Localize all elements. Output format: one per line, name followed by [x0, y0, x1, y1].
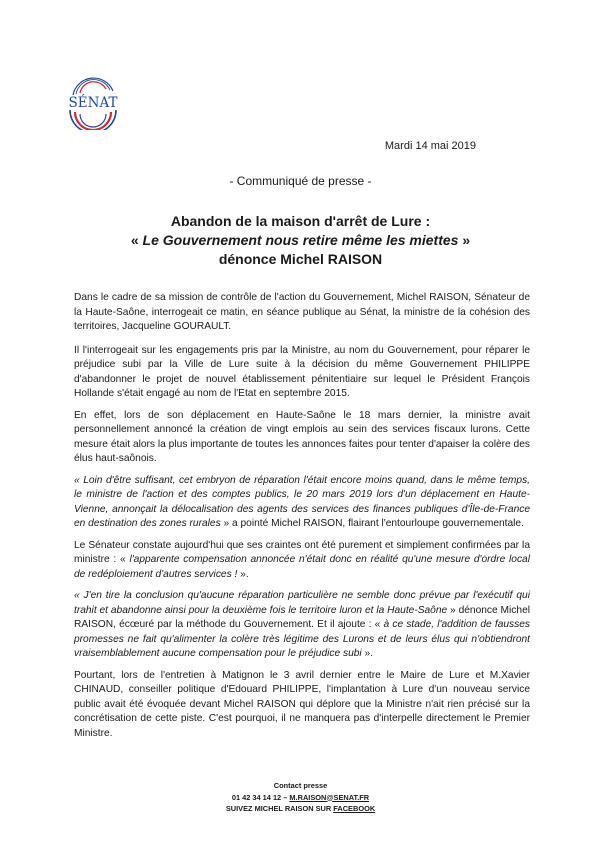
headline-line-2 [60, 231, 541, 250]
follow-text: SUIVEZ MICHEL RAISON SUR [225, 804, 334, 813]
paragraph-7: Pourtant, lors de l'entretien à Matignon le 3 avril dernier entre le Maire de Lure et M.Xavier CHINAUD, conseiller politique d'Edouard PHILIPPE, l'implantation à Lure d'un nouveau service public avait été évoquée devant Michel RAISON qui déplore que la Ministre n'ait rien précisé sur la concrétisation de cette piste. C'est pourquoi, il ne manquera pas d'interpelle directement le Premier Ministre. [74, 669, 530, 739]
paragraph-4-rest: » a pointé Michel RAISON, flairant l'entourloupe gouvernementale. [220, 518, 524, 529]
paragraph-6 [74, 589, 530, 662]
contact-line [0, 792, 601, 804]
paragraph-5-quote: l'apparente compensation annoncée n'était donc en réalité qu'une mesure d'ordre local de redéploiement d'autres services ! [74, 554, 530, 580]
headline [60, 212, 541, 269]
paragraph-4-quote: « Loin d'être suffisant, cet embryon de réparation l'était encore moins quand, dans le même temps, le ministre de l'action et des comptes publics, le 20 mars 2019 lors d'un déplacement en Haute-Vienne, annonçait la délocalisation des agents des services des finances publiques d'Île-de-France en destination des zones rurales [74, 474, 530, 529]
contact-phone: 01 42 34 14 12 – [231, 792, 290, 802]
paragraph-2: Il l'interrogeait sur les engagements pris par la Ministre, au nom du Gouvernement, pour réparer le préjudice subi par la Ville de Lure suite à la décision du même Gouvernement PHILIPPE d'abandonner le projet de nouvel établissement pénitentiaire sur lequel le Président François Hollande s'était engagé au nom de l'Etat en septembre 2015. [74, 344, 530, 399]
paragraph-4 [74, 474, 530, 532]
paragraph-1: Dans le cadre de sa mission de contrôle de l'action du Gouvernement, Michel RAISON, Sénateur de la Haute-Saône, interrogeait ce matin, en séance publique au Sénat, la ministre de la cohésion des territoires, Jacqueline GOURAULT. [74, 292, 530, 332]
contact-email-link[interactable]: M.RAISON@SENAT.FR [289, 792, 370, 802]
follow-line [0, 803, 601, 815]
paragraph-5-start: Le Sénateur constate aujourd'hui que ses craintes ont été purement et simplement confirmées par la ministre : « [74, 539, 530, 565]
headline-line-1: Abandon de la maison d'arrêt de Lure : [170, 213, 431, 229]
body-text [74, 291, 530, 748]
paragraph-6-quote-1: « J'en tire la conclusion qu'aucune réparation particulière ne semble donc prévue par l'exécutif qui trahit et abandonne ainsi pour la deuxième fois le territoire luron et la Haute-Saône [74, 590, 530, 616]
press-release-subtitle: - Communiqué de presse - [229, 174, 372, 188]
paragraph-6-end: ». [361, 648, 374, 659]
senat-logo [64, 68, 122, 130]
headline-quote-close: » [458, 232, 471, 248]
press-contact-footer [0, 780, 601, 815]
logo-text: SÉNAT [68, 95, 118, 111]
paragraph-6-middle: » dénonce Michel RAISON, écœuré par la méthode du Gouvernement. Et il ajoute : « [74, 604, 530, 630]
headline-quote-open: « [130, 232, 143, 248]
headline-line-3: dénonce Michel RAISON [218, 251, 383, 267]
paragraph-5 [74, 539, 530, 583]
paragraph-6-quote-2: à ce stade, l'addition de fausses promesses ne fait qu'alimenter la colère très légitime des Lurons et de leurs élus qui n'obtiendront vraisemblablement aucune compensation pour le préjudice subi [74, 619, 530, 659]
press-release-date: Mardi 14 mai 2019 [384, 140, 476, 152]
paragraph-3: En effet, lors de son déplacement en Haute-Saône le 18 mars dernier, la ministre avait personnellement annoncé la création de vingt emplois au sein des services fiscaux lurons. Cette mesure était alors la plus importante de toutes les annonces faites pour tenter d'apaiser la colère des élus haut-saônois. [74, 409, 530, 464]
facebook-link[interactable]: FACEBOOK [333, 804, 376, 813]
headline-quote-text: Le Gouvernement nous retire même les miettes [142, 232, 459, 248]
senat-seal-graphic [64, 68, 122, 130]
paragraph-5-end: ». [237, 568, 249, 580]
contact-title: Contact presse [273, 781, 328, 790]
